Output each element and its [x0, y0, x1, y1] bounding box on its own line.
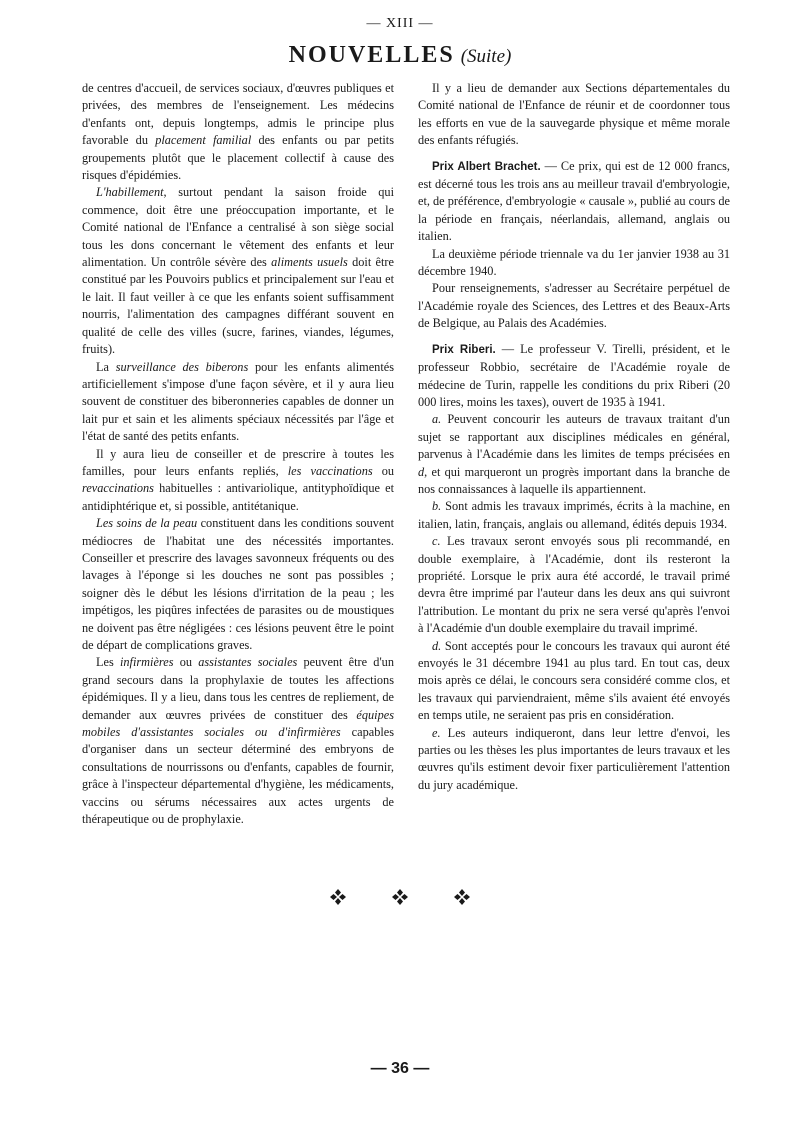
- left-column: [82, 80, 394, 828]
- right-column: [418, 80, 730, 794]
- paragraph: La surveillance des biberons pour les enfants alimentés artificiellement s'impose d'une façon sévère, et il y aura lieu souvent de constituer des biberonneries capables de donner un lait pur et sain et les aliments spéciaux nécessités par l'âge et l'état de santé des petits enfants.: [82, 359, 394, 444]
- list-item: e. Les auteurs indiqueront, dans leur lettre d'envoi, les parties ou les thèses les plus importantes de leurs travaux et les œuvres qu'ils estiment devoir fixer particulièrement l'attention du jury académique.: [418, 725, 730, 792]
- paragraph: de centres d'accueil, de services sociaux, d'œuvres publiques et privées, des membres de l'enseignement. Les médecins d'enfants ont, depuis longtemps, admis le principe plus favorable du placement familial des enfants ou par petits groupements plutôt que le placement collectif à cause des risques d'épidémies.: [82, 81, 394, 183]
- paragraph: La deuxième période triennale va du 1er janvier 1938 au 31 décembre 1940.: [418, 246, 730, 279]
- diamond-cluster-icon: [391, 888, 409, 906]
- paragraph: Il y a lieu de demander aux Sections départementales du Comité national de l'Enfance de réunir et de coordonner tous les efforts en vue de la sauvegarde physique et même morale des enfants réfugiés.: [418, 81, 730, 148]
- list-item: d. Sont acceptés pour le concours les travaux qui auront été envoyés le 31 décembre 1941 au plus tard. En tout cas, deux mois après ce délai, le concours sera considéré comme clos, et les travaux qui parviendraient, même s'ils avaient été envoyés en temps utile, ne seraient pas pris en considération.: [418, 638, 730, 723]
- list-item: b. Sont admis les travaux imprimés, écrits à la machine, en italien, latin, français, anglais ou allemand, édités depuis 1934.: [418, 499, 730, 531]
- list-item: c. Les travaux seront envoyés sous pli recommandé, en double exemplaire, à l'Académie, dont ils resteront la propriété. Lorsque le prix aura été accordé, le travail primé devra être imprimé par l'auteur dans les deux ans qui suivront l'attribution. Le montant du prix ne sera versé qu'après l'envoi à l'Académie d'un double exemplaire du travail imprimé.: [418, 534, 730, 636]
- ornament-row: [0, 888, 800, 906]
- paragraph: Les soins de la peau constituent dans les conditions souvent médiocres de l'habitat une des nécessités importantes. Conseiller et prescrire des lavages savonneux fréquents ou des lavages à l'éponge si les douches ne sont pas possibles ; soigner dès le début les lésions d'irritation de la peau ; les impétigos, les piqûres infectées de parasites ou de moustiques ne doivent pas être négligées : ces lésions peuvent être le point de départ de complications graves.: [82, 516, 394, 652]
- diamond-cluster-icon: [329, 888, 347, 906]
- title-suffix: (Suite): [460, 46, 512, 67]
- paragraph: L'habillement, surtout pendant la saison froide qui commence, doit être une préoccupation importante, et le Comité national de l'Enfance a centralisé à son siège social tous les dons concernant le vêtement des enfants et leur alimentation. Un contrôle sévère des aliments usuels doit être constitué par les Pouvoirs publics et principalement sur l'eau et le lait. Il faut veiller à ce que les enfants soient suffisamment nourris, l'alimentation des campagnes différant souvent en qualité de celle des villes (sucre, farines, viandes, légumes, fruits).: [82, 185, 394, 357]
- title-main: NOUVELLES: [288, 42, 455, 68]
- paragraph: Les infirmières ou assistantes sociales peuvent être d'un grand secours dans la prophylaxie de toutes les affections épidémiques. Il y a lieu, dans tous les centres de repliement, de demander aux œuvres privées de constituer des équipes mobiles d'assistantes sociales ou d'infirmières capables d'organiser dans un secteur déterminé des embryons de consultations de nourrissons ou d'enfants, capables de fournir, grâce à l'inspecteur départemental d'hygiène, les médicaments, vaccins ou sérums nécessaires aux actes urgents de thérapeutique ou de prophylaxie.: [82, 655, 394, 827]
- list-item: a. Peuvent concourir les auteurs de travaux traitant d'un sujet se rapportant aux disciplines médicales en général, parvenus à l'Académie dans les limites de temps précisées en d, et qui marqueront un progrès important dans la branche de nos connaissances à laquelle ils appartiennent.: [418, 412, 730, 496]
- prize-riberi: Prix Riberi. — Le professeur V. Tirelli, président, et le professeur Robbio, secrétaire de l'Académie royale de médecine de Turin, rappelle les conditions du prix Riberi (20 000 lires, moins les taxes), ouvert de 1935 à 1941.: [418, 341, 730, 409]
- prize-title: Prix Albert Brachet.: [432, 160, 541, 173]
- prize-brachet: Prix Albert Brachet. — Ce prix, qui est de 12 000 francs, est décerné tous les trois ans au meilleur travail d'embryologie, et, de préférence, d'embryologie « causale », publié au cours de la période en français, néerlandais, allemand, anglais ou italien.: [418, 158, 731, 244]
- prize-title: Prix Riberi.: [432, 343, 496, 356]
- page-title: [0, 42, 800, 69]
- paragraph: Pour renseignements, s'adresser au Secrétaire perpétuel de l'Académie royale des Sciences, des Lettres et des Beaux-Arts de Belgique, au Palais des Académies.: [418, 281, 730, 331]
- diamond-cluster-icon: [453, 888, 471, 906]
- page-number-bottom: — 36 —: [370, 1060, 430, 1077]
- page-number-top: — XIII —: [366, 16, 434, 31]
- paragraph: Il y aura lieu de conseiller et de prescrire à toutes les familles, pour leurs enfants repliés, les vaccinations ou revaccinations habituelles : antivariolique, antityphoïdique et antidiphtérique et, si possible, antitétanique.: [82, 446, 394, 513]
